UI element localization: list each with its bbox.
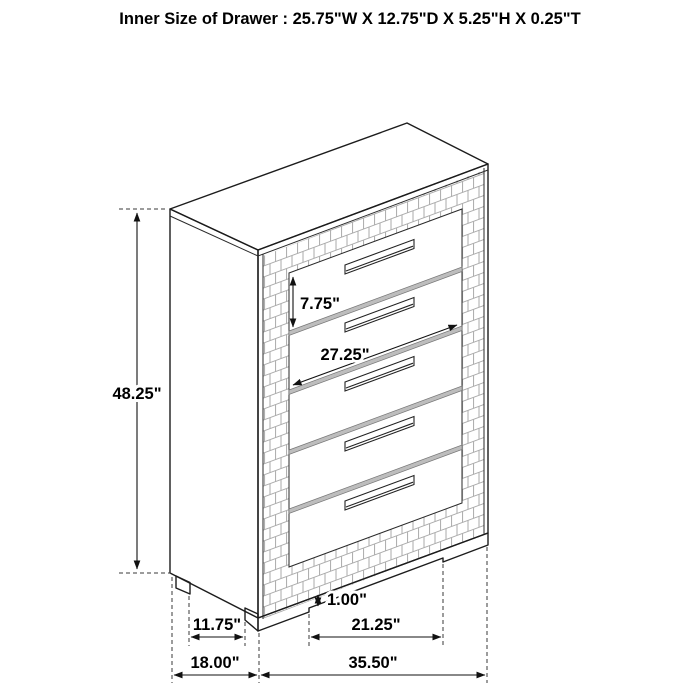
dim-overall-width-label: 35.50" [348, 654, 398, 672]
side-front-foot [245, 608, 258, 631]
chest-drawing [170, 123, 488, 631]
drawer-2-handle [345, 298, 414, 333]
dim-foot-height-label: 1.00" [327, 591, 367, 609]
dim-side-leg-spacing-label: 11.75" [192, 616, 242, 634]
dim-overall-depth [174, 654, 257, 675]
side-back-foot [176, 576, 190, 594]
dim-drawer-width-label: 27.25" [320, 346, 370, 364]
dim-overall-height-label: 48.25" [112, 385, 162, 403]
dim-overall-height [112, 213, 161, 569]
chest-side-panel [170, 209, 258, 618]
dim-overall-width [261, 654, 485, 675]
diagram-title: Inner Size of Drawer : 25.75"W X 12.75"D X 5.25"H X 0.25"T [119, 10, 581, 28]
dim-overall-depth-label: 18.00" [190, 654, 240, 672]
divider-4 [289, 445, 462, 514]
drawer-5-handle [345, 476, 414, 511]
drawer-4-handle [345, 417, 414, 452]
dim-side-leg-spacing [191, 616, 243, 637]
divider-3 [289, 386, 462, 455]
dim-front-leg-spacing-label: 21.25" [351, 616, 401, 634]
dim-front-leg-spacing [311, 616, 441, 637]
dim-drawer-height-label: 7.75" [300, 295, 340, 313]
divider-2 [289, 326, 462, 395]
